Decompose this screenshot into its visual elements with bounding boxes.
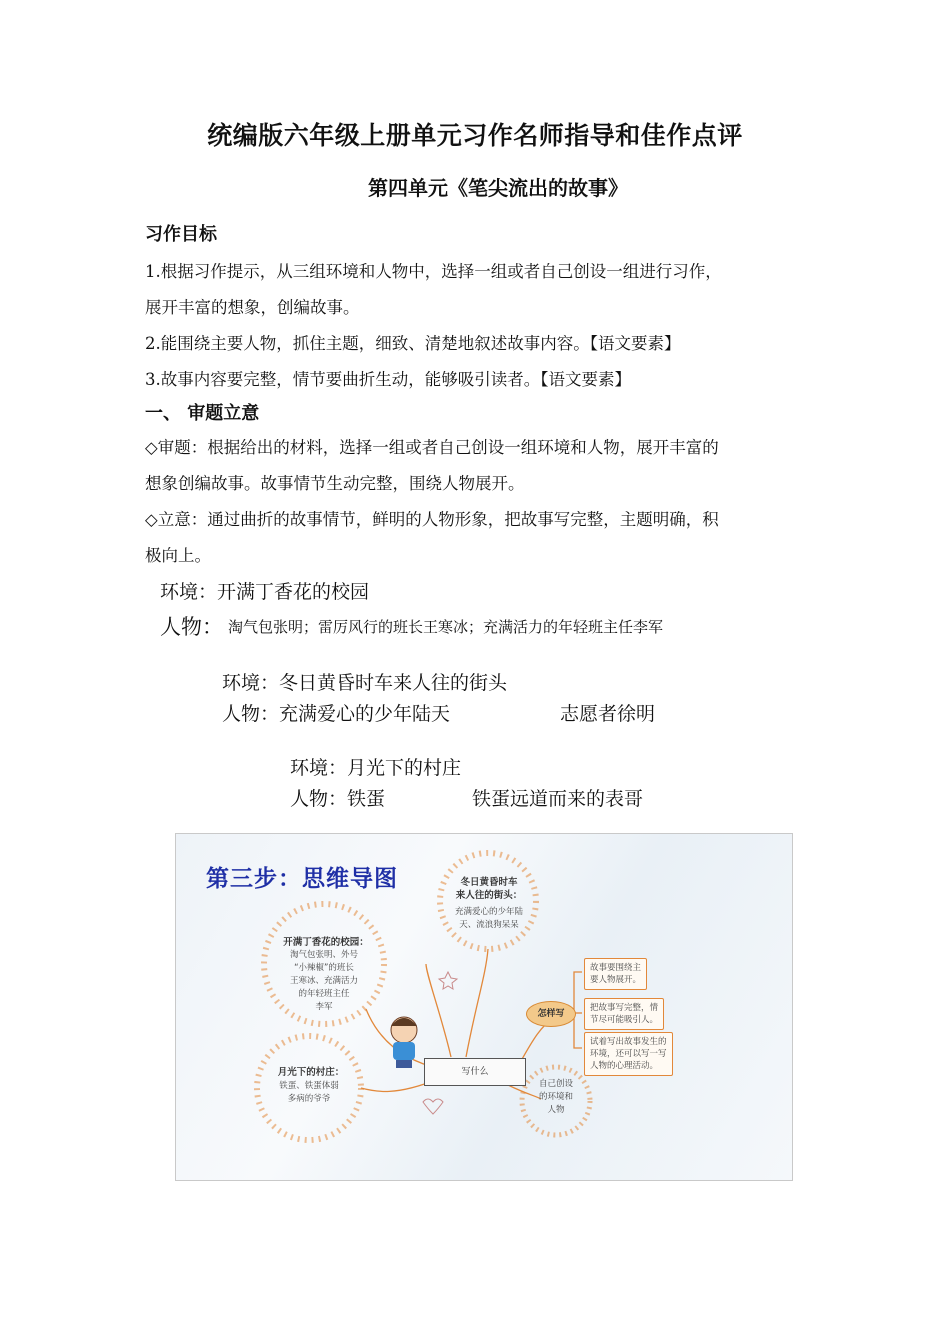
group-3-environment: 环境：月光下的村庄 bbox=[290, 757, 462, 779]
intent-line-1: ◇立意：通过曲折的故事情节，鲜明的人物形象，把故事写完整，主题明确，积 bbox=[145, 510, 719, 529]
group-1-environment: 环境：开满丁香花的校园 bbox=[160, 581, 370, 603]
village-node-heading: 月光下的村庄： bbox=[277, 1067, 345, 1078]
group-1-people: 淘气包张明；雷厉风行的班长王寒冰；充满活力的年轻班主任李军 bbox=[228, 618, 664, 636]
review-line-2: 想象创编故事。故事情节生动完整，围绕人物展开。 bbox=[145, 474, 525, 493]
street-node-body: 充满爱心的少年陆 天、流浪狗呆呆 bbox=[454, 907, 523, 930]
group-2-people-2: 志愿者徐明 bbox=[560, 703, 656, 725]
street-node-heading: 冬日黄昏时车 来人往的街头： bbox=[455, 877, 523, 901]
how-to-write-oval: 怎样写 bbox=[526, 1001, 576, 1027]
own-design-node: 自己创设 的环境和 人物 bbox=[538, 1079, 573, 1115]
group-1-people-label: 人物： bbox=[160, 615, 223, 639]
intent-line-2: 极向上。 bbox=[145, 546, 211, 565]
group-3-people-2: 铁蛋远道而来的表哥 bbox=[472, 788, 644, 810]
goal-1-line-2: 展开丰富的想象，创编故事。 bbox=[145, 298, 360, 317]
section-1-heading: 一、 审题立意 bbox=[145, 403, 260, 424]
mind-map-figure bbox=[175, 833, 793, 1181]
village-node-body: 铁蛋、铁蛋体弱 多病的爷爷 bbox=[279, 1081, 339, 1104]
group-3-people: 人物：铁蛋 bbox=[290, 788, 386, 810]
goals-heading: 习作目标 bbox=[145, 224, 217, 245]
goals-list bbox=[145, 254, 810, 398]
group-2-people: 人物：充满爱心的少年陆天 bbox=[222, 703, 451, 725]
goal-3: 3.故事内容要完整，情节要曲折生动，能够吸引读者。【语文要素】 bbox=[145, 370, 631, 389]
tip-box-3: 试着写出故事发生的 环境，还可以写一写 人物的心理活动。 bbox=[584, 1032, 673, 1076]
what-to-write-box: 写什么 bbox=[424, 1058, 526, 1086]
campus-node-body: 淘气包张明、外号 “小辣椒”的班长 王寒冰、充满活力 的年轻班主任 李军 bbox=[289, 950, 358, 1012]
group-2-environment: 环境：冬日黄昏时车来人往的街头 bbox=[222, 672, 508, 694]
document-title: 统编版六年级上册单元习作名师指导和佳作点评 bbox=[207, 121, 743, 150]
campus-node-heading: 开满丁香花的校园： bbox=[283, 937, 369, 948]
mind-map-title: 第三步：思维导图 bbox=[206, 866, 398, 892]
tip-box-1: 故事要围绕主 要人物展开。 bbox=[584, 958, 647, 990]
review-line-1: ◇审题：根据给出的材料，选择一组或者自己创设一组环境和人物，展开丰富的 bbox=[145, 438, 719, 457]
tip-box-2: 把故事写完整，情 节尽可能吸引人。 bbox=[584, 998, 664, 1030]
goal-1-line-1: 1.根据习作提示，从三组环境和人物中，选择一组或者自己创设一组进行习作， bbox=[145, 262, 722, 281]
child-illustration bbox=[391, 1017, 417, 1068]
review-paragraph bbox=[145, 430, 810, 574]
goal-2: 2.能围绕主要人物，抓住主题，细致、清楚地叙述故事内容。【语文要素】 bbox=[145, 334, 681, 353]
document-subtitle: 第四单元《笔尖流出的故事》 bbox=[368, 176, 628, 200]
